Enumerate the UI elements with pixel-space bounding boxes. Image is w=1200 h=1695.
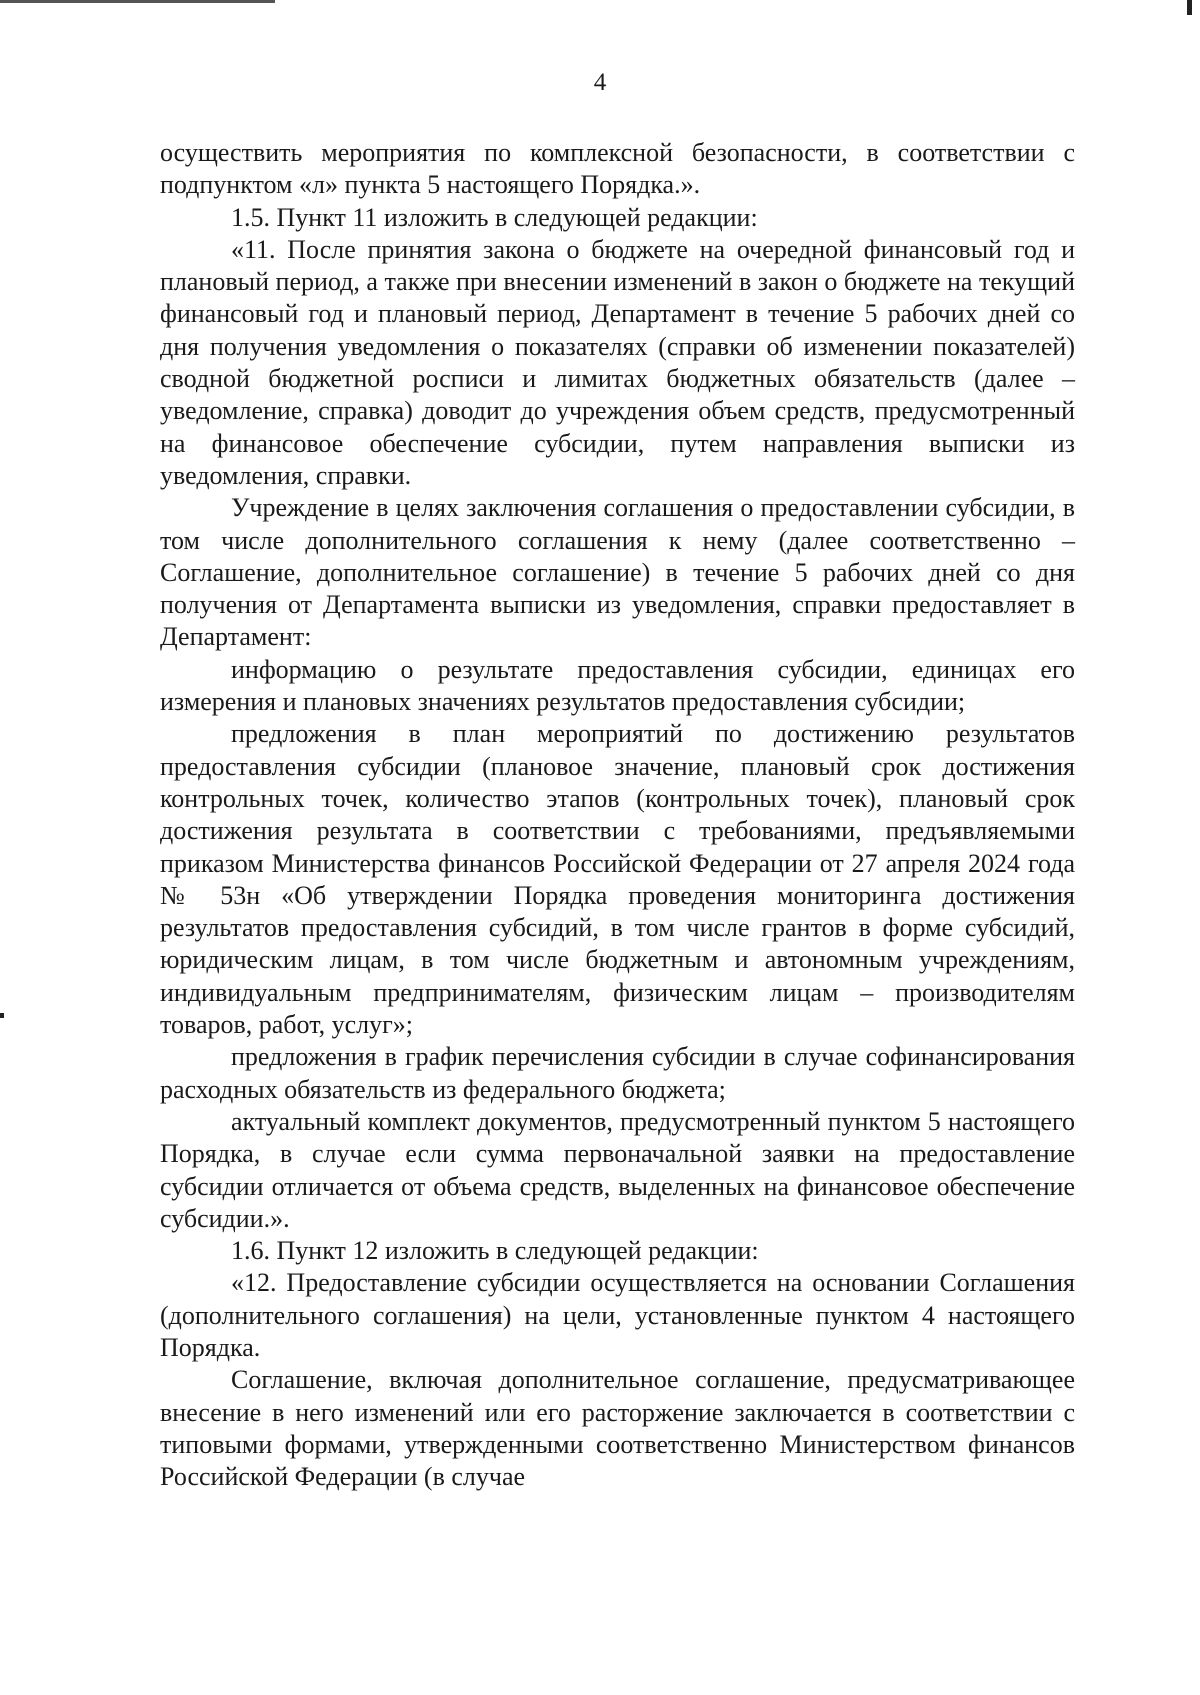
paragraph-item-1-5: 1.5. Пункт 11 изложить в следующей редакции:	[231, 202, 758, 232]
paragraph-transfer-schedule-proposals: предложения в график перечисления субсидии в случае софинансирования расходных обязательств из федерального бюджета;	[160, 1042, 1075, 1104]
paragraph-continuation: осуществить мероприятия по комплексной безопасности, в соответствии с подпунктом «л» пункта 5 настоящего Порядка.».	[160, 138, 1075, 200]
paragraph-item-1-6: 1.6. Пункт 12 изложить в следующей редакции:	[231, 1236, 759, 1266]
scan-artifact-left-dot	[0, 1013, 4, 1018]
scan-artifact-top-line	[0, 0, 275, 3]
paragraph-agreement: Соглашение, включая дополнительное соглашение, предусматривающее внесение в него изменений или его расторжение заключается в соответствии с типовыми формами, утвержденными соответственно Министерством финансов Российской Федерации (в случае	[160, 1365, 1075, 1492]
paragraph-result-information: информацию о результате предоставления субсидии, единицах его измерения и плановых значениях результатов предоставления субсидии;	[160, 654, 1075, 717]
paragraph-clause-12: «12. Предоставление субсидии осуществляется на основании Соглашения (дополнительного соглашения) на цели, установленные пунктом 4 настоящего Порядка.	[160, 1268, 1075, 1362]
paragraph-institution-submission: Учреждение в целях заключения соглашения о предоставлении субсидии, в том числе дополнительного соглашения к нему (далее соответственно – Соглашение, дополнительное соглашение) в течение 5 рабочих дней со дня получения от Департамента выписки из уведомления, справки предоставляет в Департамент:	[160, 493, 1075, 652]
document-body	[160, 137, 1075, 1493]
paragraph-clause-11: «11. После принятия закона о бюджете на очередной финансовый год и плановый период, а также при внесении изменений в закон о бюджете на текущий финансовый год и плановый период, Департамент в течение 5 рабочих дней со дня получения уведомления о показателях (справки об изменении показателей) сводной бюджетной росписи и лимитах бюджетных обязательств (далее – уведомление, справка) доводит до учреждения объем средств, предусмотренный на финансовое обеспечение субсидии, путем направления выписки из уведомления, справки.	[160, 234, 1075, 490]
paragraph-action-plan-proposals: предложения в план мероприятий по достижению результатов предоставления субсидии (плановое значение, плановый срок достижения контрольных точек, количество этапов (контрольных точек), плановый срок достижения результата в соответствии с требованиями, предъявляемыми приказом Министерства финансов Российской Федерации от 27 апреля 2024 года № 53н «Об утверждении Порядка проведения мониторинга достижения результатов предоставления субсидий, в том числе грантов в форме субсидий, юридическим лицам, в том числе бюджетным и автономным учреждениям, индивидуальным предпринимателям, физическим лицам – производителям товаров, работ, услуг»;	[160, 719, 1075, 1040]
paragraph-documents-package: актуальный комплект документов, предусмотренный пунктом 5 настоящего Порядка, в случае если сумма первоначальной заявки на предоставление субсидии отличается от объема средств, выделенных на финансовое обеспечение субсидии.».	[160, 1106, 1075, 1233]
scan-artifact-right-mark	[1187, 0, 1192, 15]
page-number: 4	[593, 69, 607, 96]
